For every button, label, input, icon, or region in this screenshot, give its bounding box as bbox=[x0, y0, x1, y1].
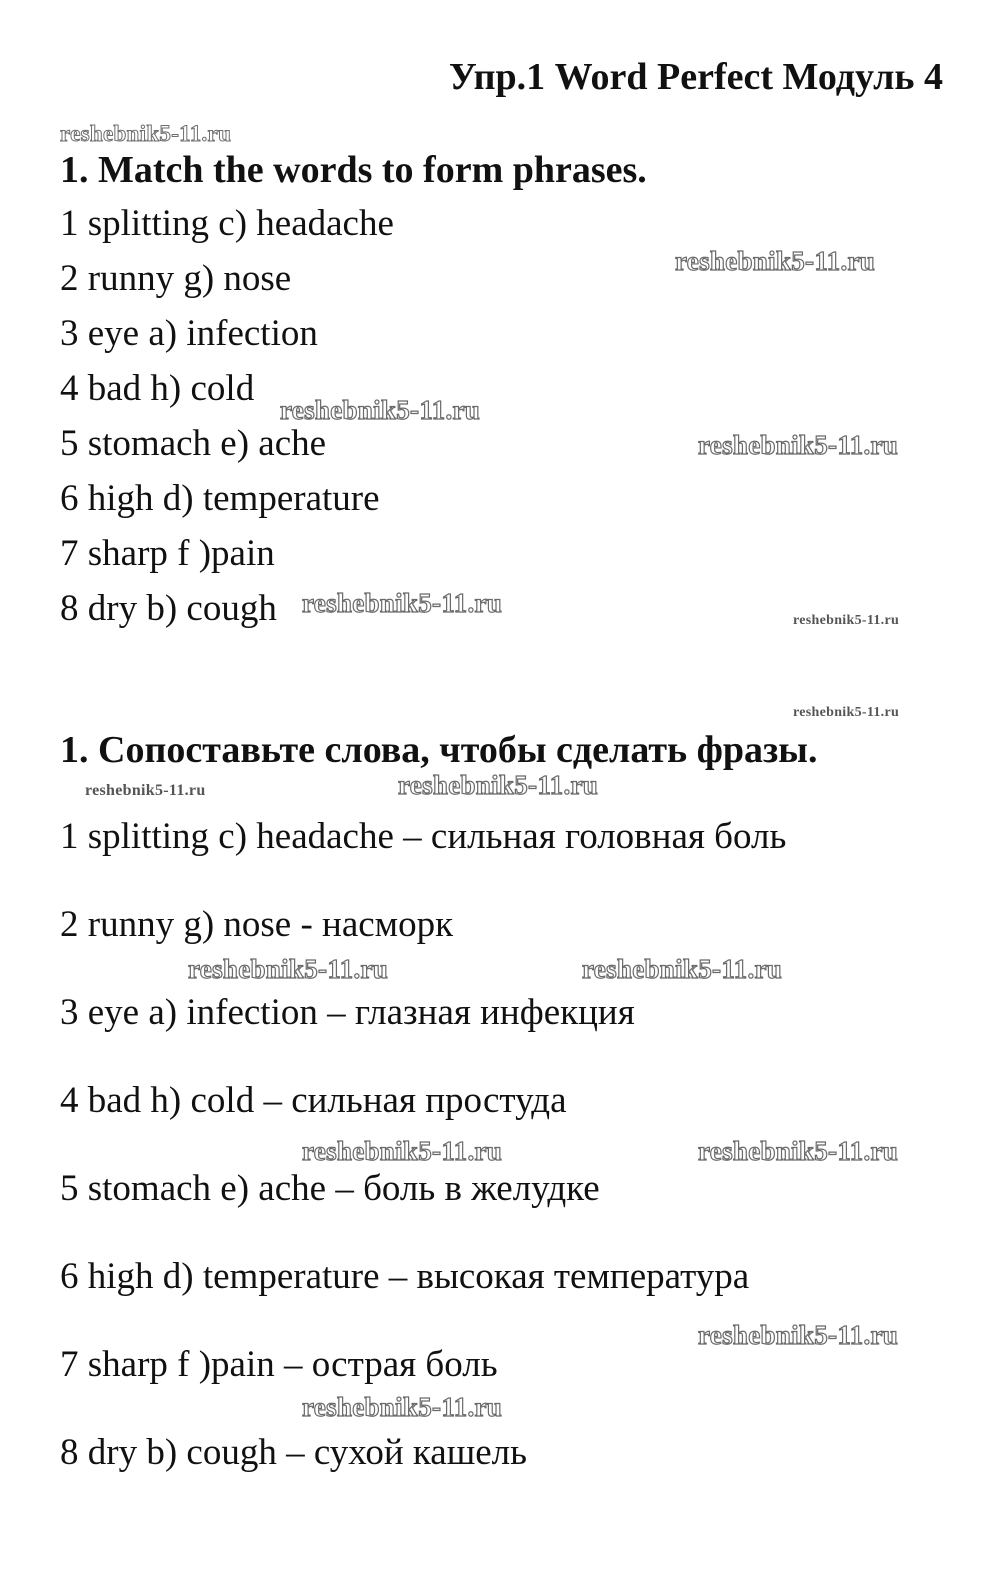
watermark: reshebnik5-11.ru bbox=[302, 1136, 503, 1166]
section-heading-ru: 1. Сопоставьте слова, чтобы сделать фразы. bbox=[60, 729, 818, 771]
match-line-ru: 3 eye a) infection – глазная инфекция bbox=[60, 992, 635, 1033]
match-line-en: 5 stomach e) ache bbox=[60, 423, 327, 464]
watermark: reshebnik5-11.ru bbox=[302, 588, 503, 618]
match-line-en: 2 runny g) nose bbox=[60, 258, 292, 299]
page-title: Упр.1 Word Perfect Модуль 4 bbox=[448, 56, 943, 98]
watermark: reshebnik5-11.ru bbox=[398, 770, 599, 800]
watermark: reshebnik5-11.ru bbox=[793, 613, 900, 628]
watermark: reshebnik5-11.ru bbox=[698, 430, 899, 460]
match-line-en: 4 bad h) cold bbox=[60, 368, 255, 409]
match-line-ru: 1 splitting c) headache – сильная головная боль bbox=[60, 816, 787, 857]
match-line-ru: 5 stomach e) ache – боль в желудке bbox=[60, 1168, 600, 1209]
match-line-ru: 6 high d) temperature – высокая температура bbox=[60, 1256, 750, 1297]
match-line-en: 3 eye a) infection bbox=[60, 313, 318, 354]
watermark: reshebnik5-11.ru bbox=[793, 705, 900, 720]
watermark: reshebnik5-11.ru bbox=[85, 782, 206, 799]
match-line-en: 1 splitting c) headache bbox=[60, 203, 394, 244]
watermark: reshebnik5-11.ru bbox=[675, 246, 876, 276]
match-line-ru: 8 dry b) cough – сухой кашель bbox=[60, 1432, 527, 1473]
watermark: reshebnik5-11.ru bbox=[302, 1392, 503, 1422]
match-line-en: 7 sharp f )pain bbox=[60, 533, 275, 574]
match-line-ru: 2 runny g) nose - насморк bbox=[60, 904, 454, 945]
watermark: reshebnik5-11.ru bbox=[582, 954, 783, 984]
match-line-ru: 7 sharp f )pain – острая боль bbox=[60, 1344, 498, 1385]
watermark: reshebnik5-11.ru bbox=[698, 1136, 899, 1166]
watermark: reshebnik5-11.ru bbox=[188, 954, 389, 984]
match-line-ru: 4 bad h) cold – сильная простуда bbox=[60, 1080, 567, 1121]
watermark: reshebnik5-11.ru bbox=[60, 121, 232, 146]
section-heading-en: 1. Match the words to form phrases. bbox=[60, 149, 647, 191]
watermark: reshebnik5-11.ru bbox=[280, 395, 481, 425]
watermark: reshebnik5-11.ru bbox=[698, 1320, 899, 1350]
match-line-en: 6 high d) temperature bbox=[60, 478, 380, 519]
match-line-en: 8 dry b) cough bbox=[60, 588, 277, 629]
